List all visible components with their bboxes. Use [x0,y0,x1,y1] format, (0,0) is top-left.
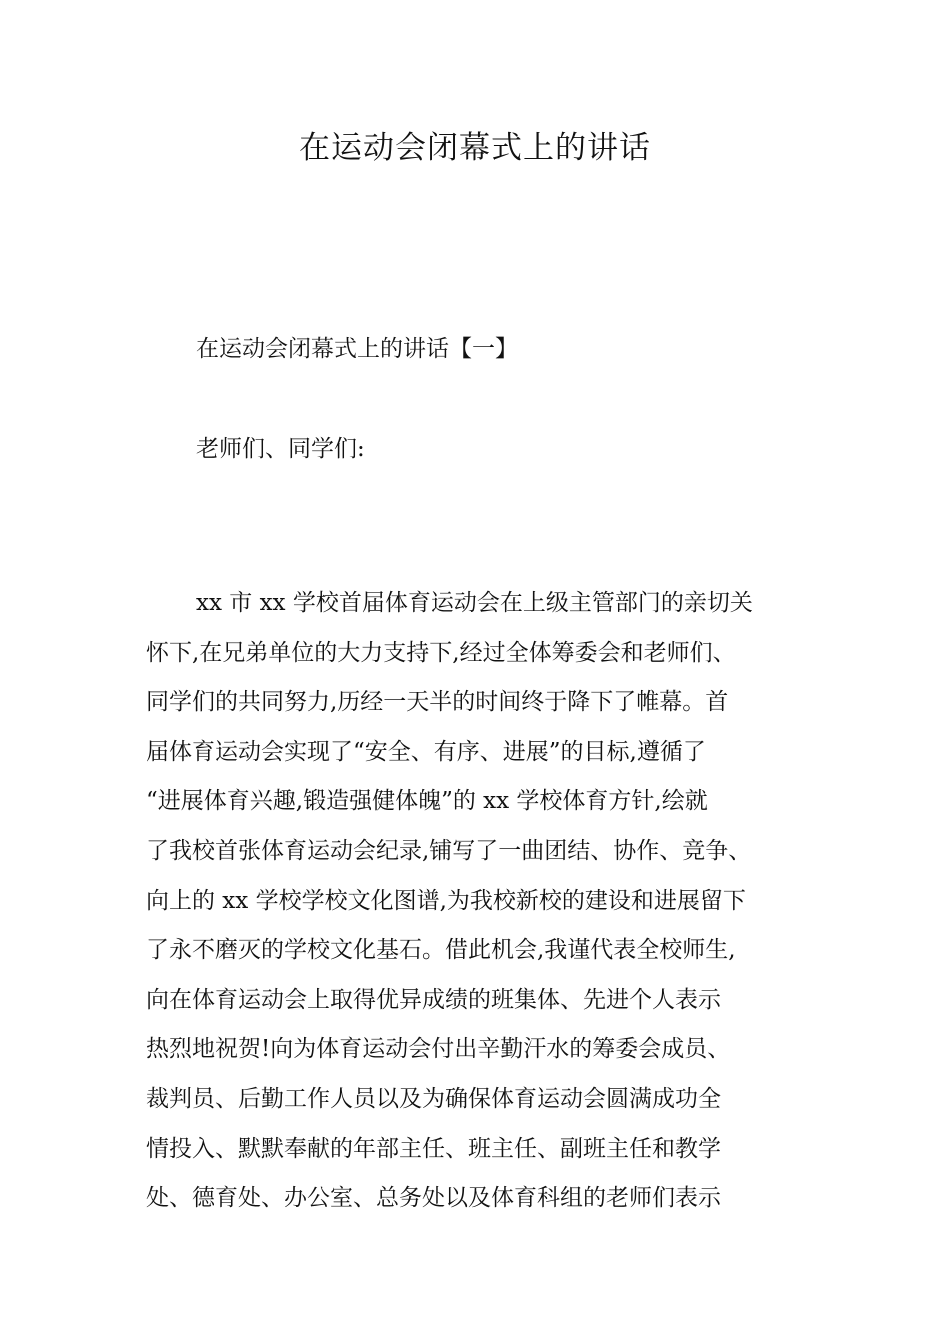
document-title: 在运动会闭幕式上的讲话 [299,130,651,166]
paragraph-line: 了永不磨灭的学校文化基石。借此机会,我谨代表全校师生, [146,937,736,964]
paragraph-line: xx 市 xx 学校首届体育运动会在上级主管部门的亲切关 [196,590,753,616]
paragraph-line: 向在体育运动会上取得优异成绩的班集体、先进个人表示 [146,986,721,1013]
paragraph-line: 热烈地祝贺!向为体育运动会付出辛勤汗水的筹委会成员、 [146,1036,731,1063]
paragraph-line: 同学们的共同努力,历经一天半的时间终于降下了帷幕。首 [146,689,729,716]
paragraph-line: 情投入、默默奉献的年部主任、班主任、副班主任和教学 [146,1135,721,1162]
paragraph-line: 处、德育处、办公室、总务处以及体育科组的老师们表示 [146,1185,721,1212]
paragraph-line: 向上的 xx 学校学校文化图谱,为我校新校的建设和进展留下 [146,887,746,914]
paragraph-line: 裁判员、后勤工作人员以及为确保体育运动会圆满成功全 [146,1085,721,1112]
paragraph-line: 届体育运动会实现了“安全、有序、进展”的目标,遵循了 [146,738,706,765]
paragraph-line: 了我校首张体育运动会纪录,铺写了一曲团结、协作、竞争、 [146,837,752,864]
salutation: 老师们、同学们: [196,436,365,462]
paragraph-line: “进展体育兴趣,锻造强健体魄”的 xx 学校体育方针,绘就 [146,788,708,815]
paragraph-line: 怀下,在兄弟单位的大力支持下,经过全体筹委会和老师们、 [146,639,736,666]
section-heading: 在运动会闭幕式上的讲话【一】 [196,336,518,362]
body-paragraph [146,579,826,1224]
